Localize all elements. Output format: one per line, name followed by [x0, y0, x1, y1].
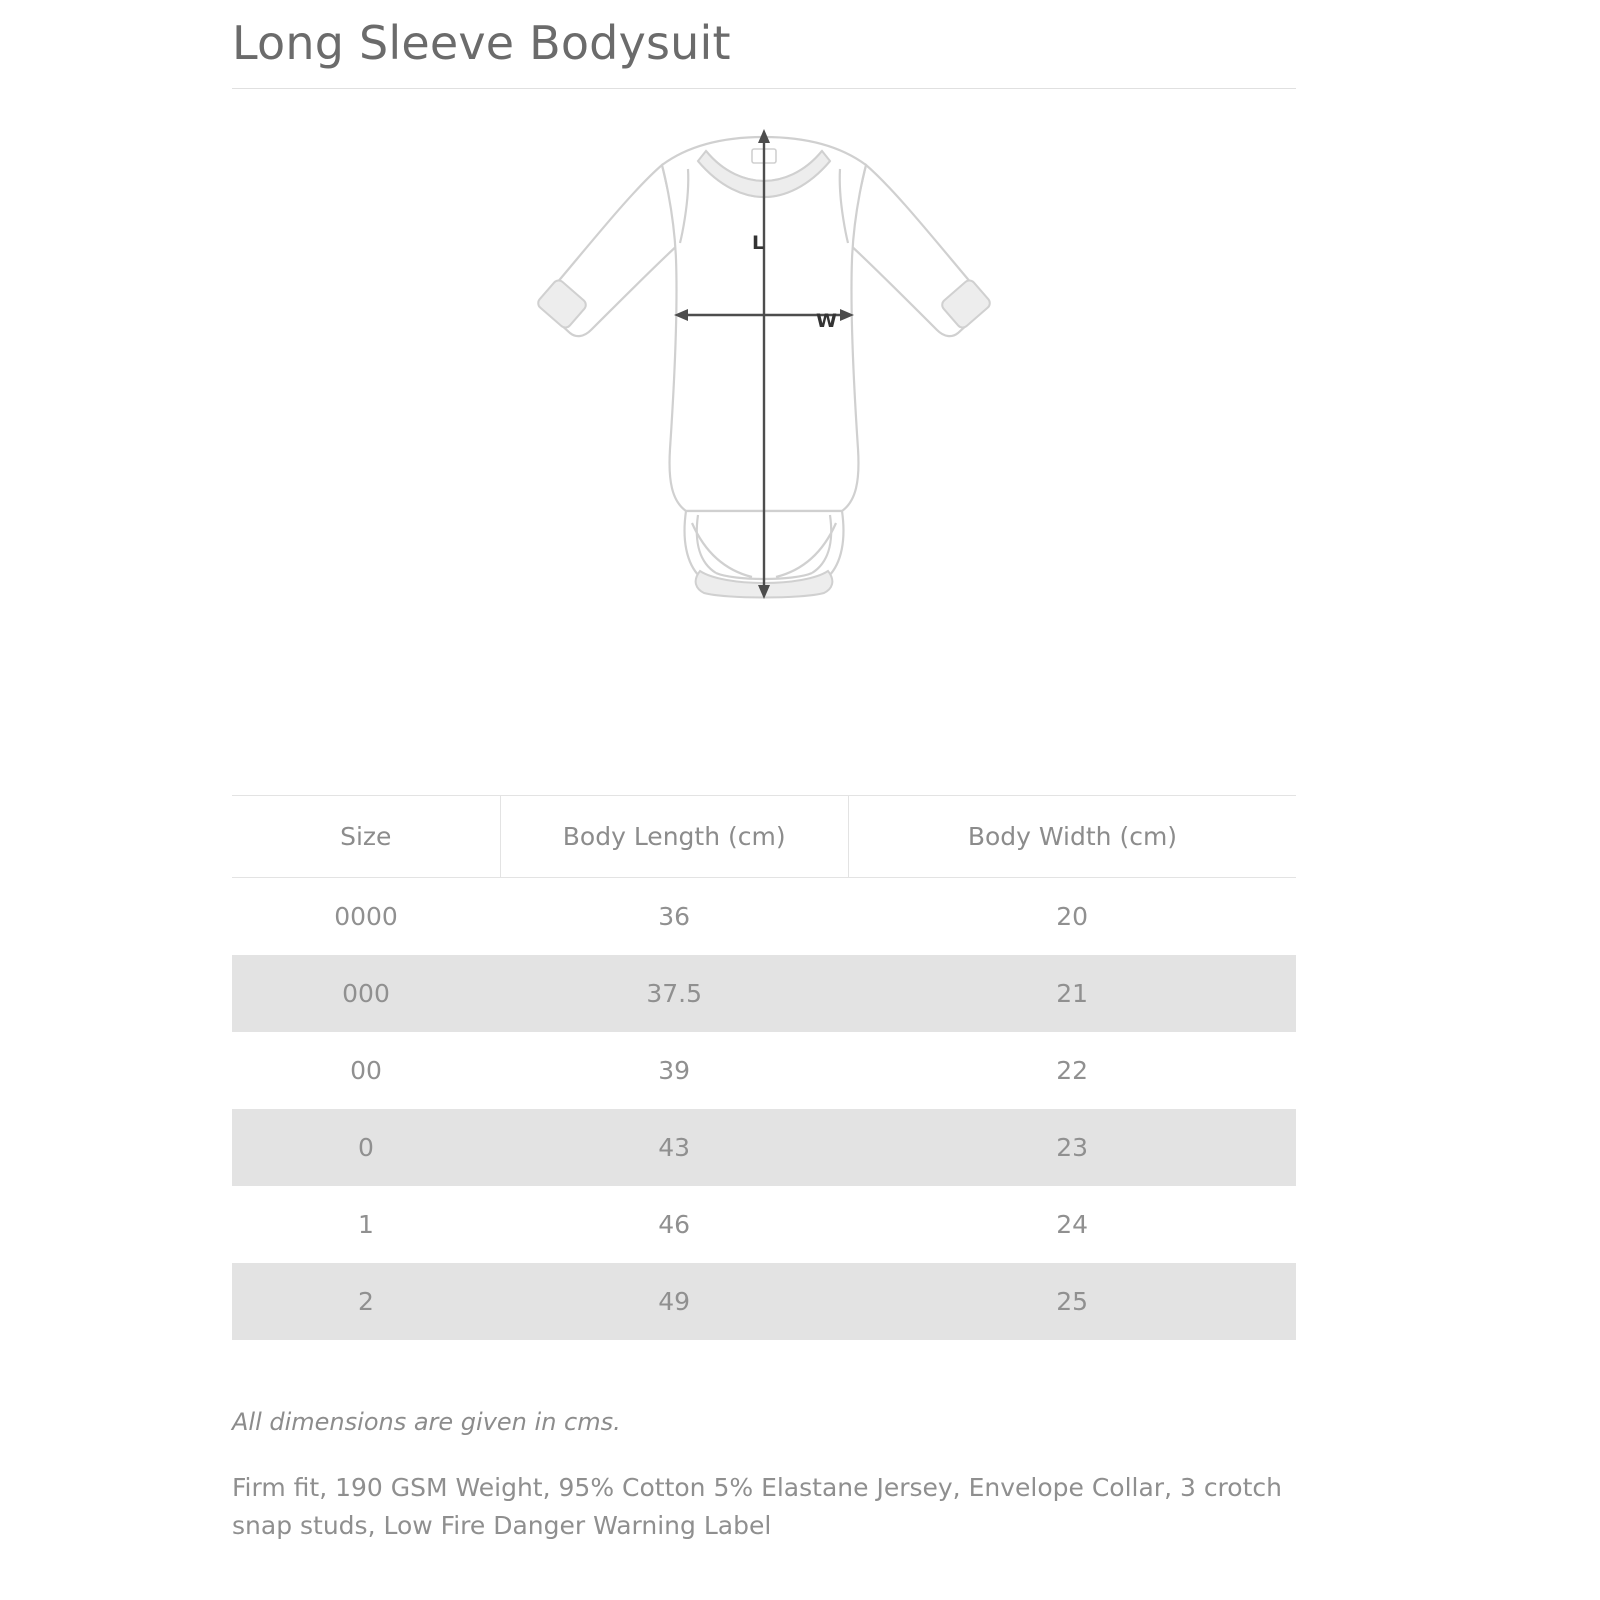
cell-body-length: 39	[658, 1055, 691, 1085]
size-chart-table	[232, 795, 1296, 1340]
cell-size: 000	[232, 955, 500, 1032]
cell-body-width: 20	[1056, 901, 1089, 931]
table-row	[232, 1109, 1296, 1186]
cell-body-width: 24	[1056, 1209, 1089, 1239]
cell-body-length: 43	[500, 1109, 848, 1186]
table-row	[232, 955, 1296, 1032]
page-title: Long Sleeve Bodysuit	[232, 16, 731, 70]
width-label: W	[816, 309, 837, 332]
column-header-size: Size	[232, 795, 500, 877]
column-header-body-length: Body Length (cm)	[500, 795, 848, 877]
dimensions-note: All dimensions are given in cms.	[232, 1407, 621, 1436]
cell-size: 1	[358, 1209, 374, 1239]
table-row	[232, 1186, 1296, 1263]
cell-body-length: 36	[658, 901, 691, 931]
cell-body-length: 49	[500, 1263, 848, 1340]
table-row	[232, 1263, 1296, 1340]
cell-body-width: 23	[848, 1109, 1296, 1186]
garment-diagram	[232, 89, 1296, 789]
length-label: L	[752, 231, 765, 254]
bodysuit-illustration	[484, 119, 1044, 599]
table-header-row	[232, 795, 1296, 877]
cell-body-width: 25	[848, 1263, 1296, 1340]
cell-body-length: 37.5	[500, 955, 848, 1032]
cell-size: 2	[232, 1263, 500, 1340]
table-row	[232, 1032, 1296, 1109]
content-container	[232, 0, 1296, 1544]
cell-size: 0	[232, 1109, 500, 1186]
cell-size: 00	[350, 1055, 382, 1085]
cell-body-width: 21	[848, 955, 1296, 1032]
cell-body-length: 46	[658, 1209, 691, 1239]
table-row	[232, 877, 1296, 955]
cell-size: 0000	[334, 901, 398, 931]
product-description: Firm fit, 190 GSM Weight, 95% Cotton 5% Elastane Jersey, Envelope Collar, 3 crotch snap studs, Low Fire Danger Warning Label	[232, 1473, 1282, 1540]
column-header-body-width: Body Width (cm)	[848, 795, 1296, 877]
cell-body-width: 22	[1056, 1055, 1089, 1085]
